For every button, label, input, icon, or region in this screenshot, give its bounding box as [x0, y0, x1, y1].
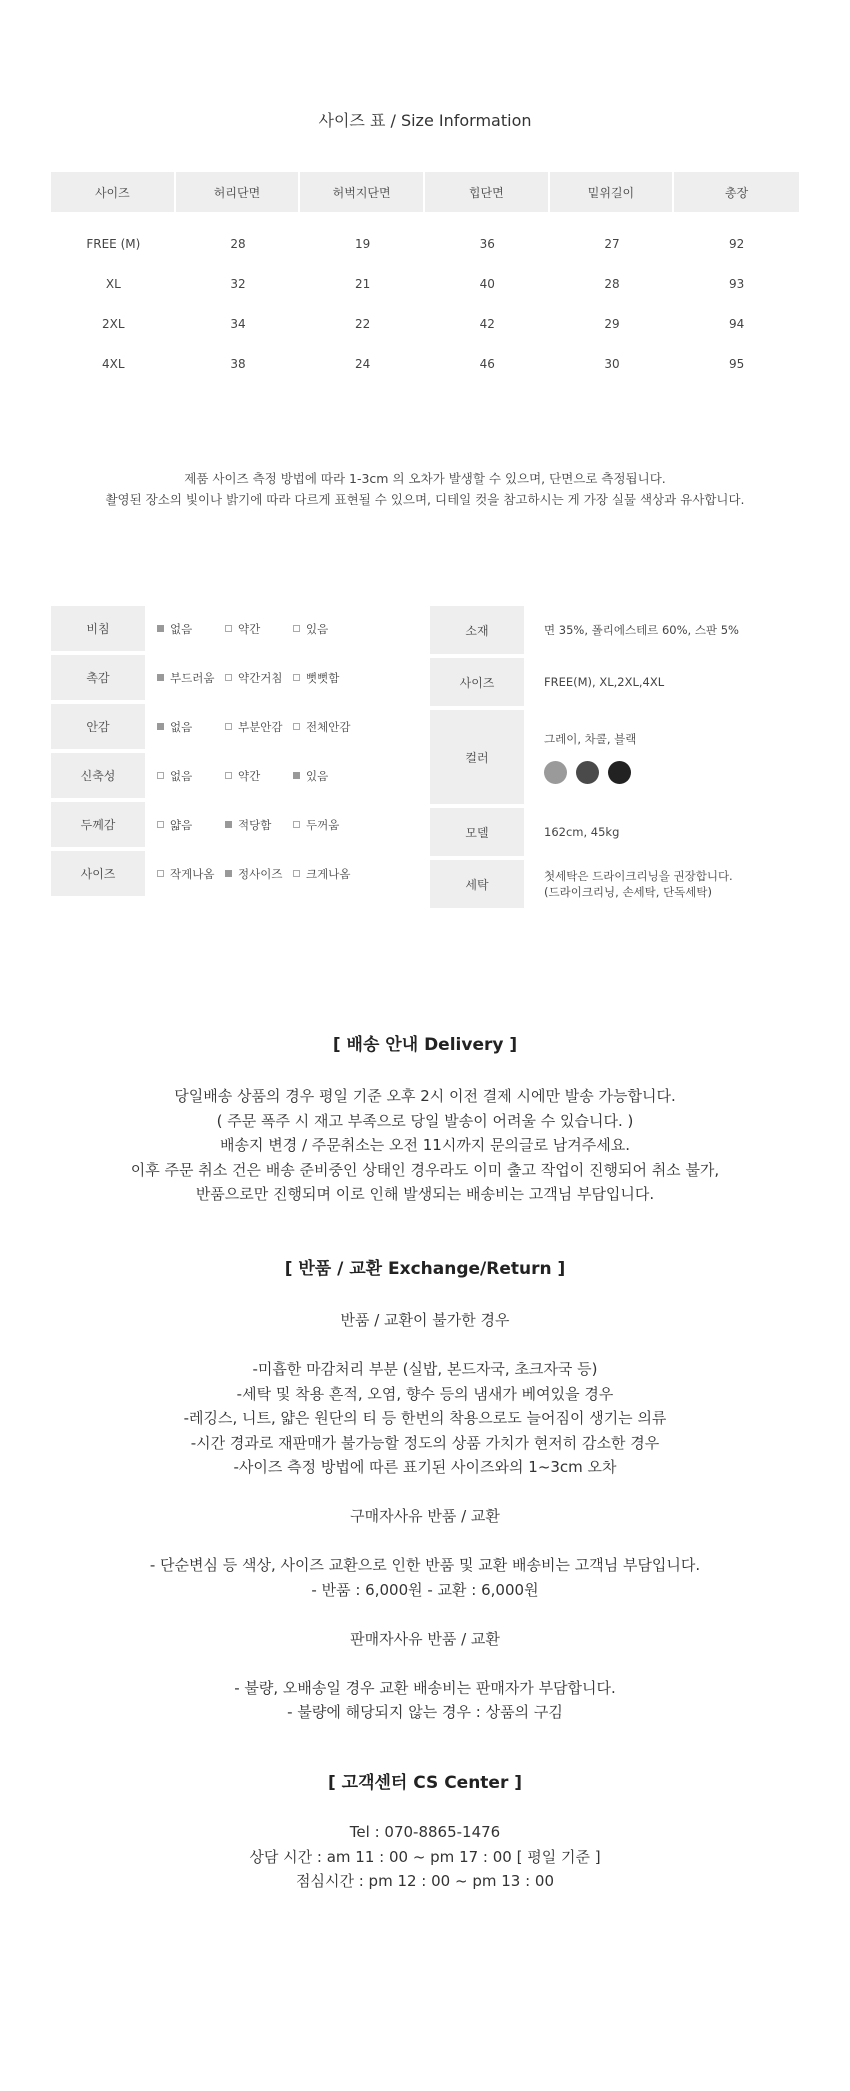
size-table-header-row — [51, 172, 799, 212]
table-cell: 29 — [604, 317, 620, 331]
cs-body — [0, 1820, 850, 1894]
checkbox-icon — [293, 674, 300, 681]
option-text: 크게나옴 — [306, 866, 351, 881]
table-cell: 46 — [479, 357, 495, 371]
table-cell: 42 — [479, 317, 495, 331]
attribute-option — [157, 670, 225, 686]
color-swatch-gray — [544, 761, 567, 784]
size-info-title: 사이즈 표 / Size Information — [318, 111, 532, 130]
product-info-grid — [430, 606, 800, 912]
checkbox-icon — [293, 625, 300, 632]
table-cell: 92 — [729, 237, 745, 251]
attribute-row — [51, 704, 401, 749]
impossible-line: -사이즈 측정 방법에 따른 표기된 사이즈와의 1~3cm 오차 — [233, 1458, 617, 1476]
option-text: 약간거침 — [238, 670, 283, 685]
attribute-options — [145, 802, 361, 847]
delivery-body — [0, 1084, 850, 1207]
checkbox-icon — [157, 674, 164, 681]
model-value — [524, 808, 619, 856]
attribute-options — [145, 655, 361, 700]
table-cell: 36 — [479, 237, 495, 251]
delivery-line: 당일배송 상품의 경우 평일 기준 오후 2시 이전 결제 시에만 발송 가능합니다. — [174, 1087, 676, 1105]
table-cell: 22 — [355, 317, 371, 331]
table-cell: 34 — [230, 317, 246, 331]
attribute-option — [157, 817, 225, 833]
delivery-line: 반품으로만 진행되며 이로 인해 발생되는 배송비는 고객님 부담입니다. — [195, 1185, 655, 1203]
attribute-option — [293, 866, 361, 882]
checkbox-icon — [293, 723, 300, 730]
wash-value — [524, 860, 733, 908]
checkbox-icon — [157, 870, 164, 877]
attribute-option — [293, 719, 361, 735]
impossible-line: -시간 경과로 재판매가 불가능할 정도의 상품 가치가 현저히 감소한 경우 — [190, 1433, 660, 1452]
impossible-heading: 반품 / 교환이 불가한 경우 — [340, 1311, 510, 1329]
color-text: 그레이, 차콜, 블랙 — [544, 731, 637, 746]
table-cell: 2XL — [102, 317, 125, 331]
checkbox-icon — [157, 723, 164, 730]
option-text: 없음 — [170, 621, 193, 636]
checkbox-icon — [225, 870, 232, 877]
size-table-header: 밑위길이 — [550, 172, 675, 212]
table-cell: 4XL — [102, 357, 125, 371]
attribute-row — [51, 802, 401, 847]
attribute-option — [225, 866, 293, 882]
model-text: 162cm, 45kg — [544, 825, 620, 839]
option-text: 뻣뻣함 — [306, 670, 340, 685]
attribute-options — [145, 753, 361, 798]
attribute-row — [51, 753, 401, 798]
checkbox-icon — [225, 674, 232, 681]
size-table-header: 총장 — [674, 172, 799, 212]
material-value — [524, 606, 739, 654]
checkbox-icon — [157, 625, 164, 632]
size-text: FREE(M), XL,2XL,4XL — [544, 675, 665, 689]
attribute-label: 비침 — [51, 606, 145, 651]
attribute-option — [225, 719, 293, 735]
color-swatch-charcoal — [576, 761, 599, 784]
seller-heading: 판매자사유 반품 / 교환 — [350, 1629, 500, 1648]
exchange-body — [0, 1308, 850, 1725]
option-text: 있음 — [306, 768, 329, 783]
table-cell: FREE (M) — [86, 237, 141, 251]
table-cell: 21 — [355, 277, 371, 291]
attribute-option — [157, 768, 225, 784]
cs-lunch: 점심시간 : pm 12 : 00 ~ pm 13 : 00 — [296, 1872, 554, 1890]
attribute-option — [293, 768, 361, 784]
attribute-option — [293, 621, 361, 637]
table-row — [51, 344, 799, 384]
table-cell: 94 — [729, 317, 745, 331]
attribute-row — [51, 606, 401, 651]
delivery-line: 배송지 변경 / 주문취소는 오전 11시까지 문의글로 남겨주세요. — [219, 1136, 631, 1154]
attribute-label: 사이즈 — [51, 851, 145, 896]
attribute-option — [225, 817, 293, 833]
size-table-header: 힙단면 — [425, 172, 550, 212]
delivery-title: [ 배송 안내 Delivery ] — [332, 1035, 518, 1055]
attribute-option — [225, 621, 293, 637]
size-label: 사이즈 — [430, 658, 524, 706]
attribute-options — [145, 606, 361, 651]
option-text: 부드러움 — [170, 670, 215, 685]
table-row — [51, 264, 799, 304]
impossible-line: -레깅스, 니트, 얇은 원단의 티 등 한번의 착용으로도 늘어짐이 생기는 의류 — [183, 1409, 667, 1427]
attribute-label: 안감 — [51, 704, 145, 749]
attribute-option — [293, 817, 361, 833]
product-info-row — [430, 658, 800, 706]
attribute-option — [225, 670, 293, 686]
product-info-row — [430, 808, 800, 856]
option-text: 없음 — [170, 768, 193, 783]
seller-line: - 불량, 오배송일 경우 교환 배송비는 판매자가 부담합니다. — [234, 1678, 616, 1697]
size-table-header: 사이즈 — [51, 172, 176, 212]
option-text: 얇음 — [170, 817, 193, 832]
color-swatches — [544, 761, 640, 784]
option-text: 정사이즈 — [238, 866, 283, 881]
attribute-option — [293, 670, 361, 686]
option-text: 없음 — [170, 719, 193, 734]
size-table — [51, 172, 799, 384]
impossible-line: -세탁 및 착용 흔적, 오염, 향수 등의 냄새가 베여있을 경우 — [236, 1384, 614, 1403]
table-cell: 38 — [230, 357, 246, 371]
option-text: 두꺼움 — [306, 817, 340, 832]
attribute-row — [51, 851, 401, 896]
table-cell: 28 — [230, 237, 246, 251]
table-cell: 40 — [479, 277, 495, 291]
wash-label: 세탁 — [430, 860, 524, 908]
delivery-line: ( 주문 폭주 시 재고 부족으로 당일 발송이 어려울 수 있습니다. ) — [216, 1111, 634, 1130]
table-cell: 95 — [729, 357, 745, 371]
option-text: 약간 — [238, 621, 261, 636]
attribute-option — [157, 866, 225, 882]
exchange-title: [ 반품 / 교환 Exchange/Return ] — [284, 1259, 566, 1279]
seller-line: - 불량에 해당되지 않는 경우 : 상품의 구김 — [287, 1703, 563, 1721]
option-text: 적당함 — [238, 817, 272, 832]
product-info-row — [430, 860, 800, 908]
attribute-label: 신축성 — [51, 753, 145, 798]
table-row — [51, 304, 799, 344]
size-table-header: 허리단면 — [176, 172, 301, 212]
option-text: 부분안감 — [238, 719, 283, 734]
attribute-row — [51, 655, 401, 700]
table-cell: 28 — [604, 277, 620, 291]
table-cell: XL — [105, 277, 121, 291]
checkbox-icon — [293, 870, 300, 877]
wash-text: (드라이크리닝, 손세탁, 단독세탁) — [544, 885, 713, 899]
attribute-option — [225, 768, 293, 784]
option-text: 있음 — [306, 621, 329, 636]
table-cell: 24 — [355, 357, 371, 371]
material-text: 면 35%, 폴리에스테르 60%, 스판 5% — [544, 623, 739, 637]
checkbox-icon — [225, 723, 232, 730]
attribute-option — [157, 719, 225, 735]
checkbox-icon — [293, 821, 300, 828]
checkbox-icon — [157, 772, 164, 779]
table-cell: 30 — [604, 357, 620, 371]
option-text: 전체안감 — [306, 719, 351, 734]
checkbox-icon — [157, 821, 164, 828]
buyer-line: - 단순변심 등 색상, 사이즈 교환으로 인한 반품 및 교환 배송비는 고객님 부담입니다. — [149, 1556, 701, 1574]
color-swatch-black — [608, 761, 631, 784]
table-row — [51, 212, 799, 264]
product-info-row — [430, 710, 800, 804]
checkbox-icon — [225, 625, 232, 632]
impossible-line: -미흡한 마감처리 부분 (실밥, 본드자국, 초크자국 등) — [252, 1360, 598, 1378]
model-label: 모델 — [430, 808, 524, 856]
color-label: 컬러 — [430, 710, 524, 804]
attribute-label: 두께감 — [51, 802, 145, 847]
buyer-line: - 반품 : 6,000원 - 교환 : 6,000원 — [311, 1580, 539, 1599]
color-value — [524, 710, 640, 804]
table-cell: 19 — [355, 237, 371, 251]
attribute-label: 촉감 — [51, 655, 145, 700]
option-text: 약간 — [238, 768, 261, 783]
buyer-heading: 구매자사유 반품 / 교환 — [350, 1507, 500, 1525]
wash-text: 첫세탁은 드라이크리닝을 권장합니다. — [544, 869, 733, 883]
size-value — [524, 658, 664, 706]
size-table-header: 허벅지단면 — [300, 172, 425, 212]
notice-line: 촬영된 장소의 빛이나 밝기에 따라 다르게 표현될 수 있으며, 디테일 컷을 참고하시는 게 가장 실물 색상과 유사합니다. — [105, 492, 745, 507]
product-info-row — [430, 606, 800, 654]
attribute-options — [145, 704, 361, 749]
option-text: 작게나옴 — [170, 866, 215, 881]
notice-line: 제품 사이즈 측정 방법에 따라 1-3cm 의 오차가 발생할 수 있으며, 단면으로 측정됩니다. — [184, 471, 666, 486]
delivery-line: 이후 주문 취소 건은 배송 준비중인 상태인 경우라도 이미 출고 작업이 진행되어 취소 불가, — [130, 1160, 720, 1179]
attribute-option — [157, 621, 225, 637]
checkbox-icon — [225, 772, 232, 779]
table-cell: 27 — [604, 237, 620, 251]
table-cell: 93 — [729, 277, 745, 291]
cs-title: [ 고객센터 CS Center ] — [327, 1773, 523, 1793]
table-cell: 32 — [230, 277, 246, 291]
checkbox-icon — [225, 821, 232, 828]
material-label: 소재 — [430, 606, 524, 654]
cs-hours: 상담 시간 : am 11 : 00 ~ pm 17 : 00 [ 평일 기준 ] — [249, 1847, 601, 1866]
cs-tel: Tel : 070-8865-1476 — [349, 1823, 501, 1841]
attribute-grid — [51, 606, 401, 900]
measurement-notice — [0, 468, 850, 510]
attribute-options — [145, 851, 361, 896]
checkbox-icon — [293, 772, 300, 779]
